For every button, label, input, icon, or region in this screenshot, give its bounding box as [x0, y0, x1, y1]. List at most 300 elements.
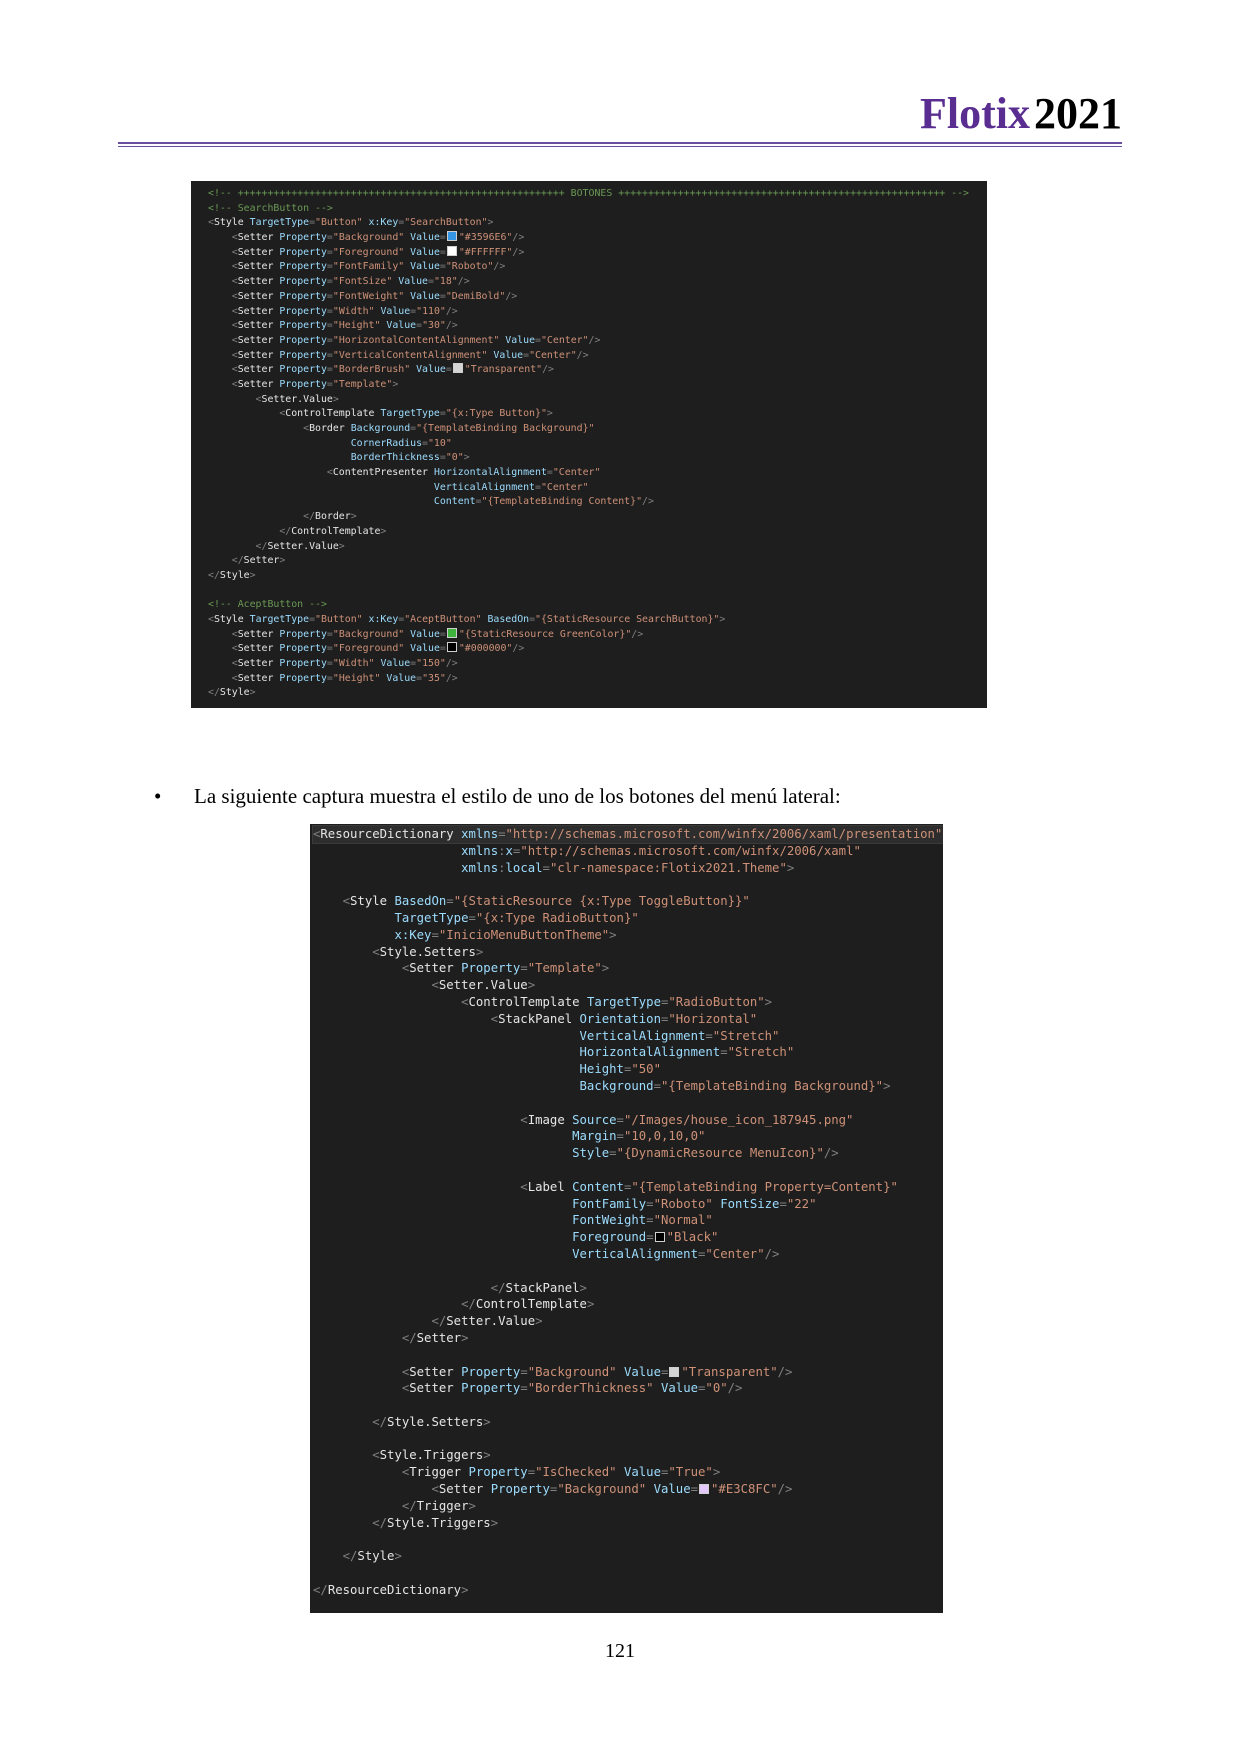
- code-token: Style: [357, 1549, 395, 1564]
- code-token: />: [727, 1381, 743, 1396]
- code-token: "Center": [705, 1246, 765, 1261]
- code-line: [313, 1145, 943, 1162]
- code-token: >: [279, 555, 286, 567]
- code-token: =: [326, 305, 333, 317]
- code-token: [208, 496, 434, 507]
- code-token: "Center": [540, 481, 589, 493]
- code-token: =: [431, 927, 439, 942]
- code-line: [208, 657, 987, 672]
- code-token: Trigger: [409, 1465, 469, 1480]
- code-token: =: [439, 452, 446, 464]
- code-token: =: [616, 1112, 624, 1127]
- code-token: Property: [490, 1482, 550, 1497]
- code-line: [313, 1364, 943, 1381]
- code-line: [208, 246, 987, 261]
- code-token: Setter: [237, 643, 280, 655]
- code-token: "Horizontal": [668, 1011, 758, 1026]
- code-line: [313, 1095, 943, 1112]
- code-token: Label: [527, 1179, 573, 1194]
- code-line: [208, 305, 987, 320]
- code-token: Style: [350, 894, 395, 909]
- code-token: =: [398, 217, 405, 229]
- code-token: <: [313, 1179, 528, 1194]
- code-token: "InicioMenuButtonTheme": [438, 927, 610, 942]
- code-line: [208, 437, 987, 452]
- code-token: "Center": [529, 349, 577, 361]
- code-token: "BorderBrush": [332, 364, 417, 376]
- code-line: [208, 554, 987, 569]
- code-line: [313, 1061, 943, 1078]
- code-token: >: [490, 1515, 499, 1530]
- code-token: =: [512, 843, 521, 858]
- code-token: "#3596E6": [458, 232, 513, 244]
- code-token: <: [208, 320, 238, 332]
- code-token: FontSize: [720, 1196, 780, 1211]
- code-token: StackPanel: [498, 1011, 580, 1026]
- code-token: />: [512, 246, 525, 258]
- code-line: [313, 960, 943, 977]
- code-token: />: [505, 290, 518, 302]
- code-token: Setter: [409, 1364, 462, 1379]
- code-line: [313, 1044, 943, 1061]
- code-token: Setter.Value: [267, 540, 339, 552]
- code-token: <: [208, 290, 238, 302]
- code-token: <: [208, 246, 238, 258]
- code-token: =: [527, 1465, 536, 1480]
- code-token: <: [208, 423, 310, 434]
- code-line: [208, 363, 987, 378]
- code-token: StackPanel: [505, 1280, 580, 1295]
- code-token: Setter: [237, 232, 280, 244]
- code-token: "#000000": [458, 643, 513, 655]
- code-token: =: [410, 423, 417, 434]
- code-token: >: [249, 687, 256, 699]
- running-header: [118, 88, 1122, 148]
- bullet-symbol: •: [154, 784, 162, 808]
- code-token: "Roboto": [445, 261, 494, 273]
- code-token: Setter: [237, 378, 280, 390]
- code-token: =: [661, 994, 669, 1009]
- code-token: Value: [410, 290, 440, 302]
- code-token: Setter: [243, 555, 280, 567]
- code-token: FontFamily: [572, 1196, 647, 1211]
- code-token: =: [661, 1465, 669, 1480]
- code-token: "Background": [557, 1482, 654, 1497]
- code-token: Property: [279, 349, 327, 361]
- code-line: [313, 1582, 943, 1599]
- code-token: Value: [660, 1381, 699, 1396]
- code-token: >: [461, 1330, 469, 1345]
- code-token: <: [313, 1448, 380, 1463]
- code-token: =: [609, 1146, 617, 1161]
- code-token: =: [326, 334, 333, 346]
- code-token: =: [520, 961, 528, 976]
- color-swatch: [669, 1367, 679, 1377]
- code-line: [208, 187, 987, 202]
- code-token: "Transparent": [464, 364, 543, 376]
- code-token: Value: [410, 628, 440, 640]
- code-token: </: [313, 1330, 417, 1345]
- code-token: "http://schemas.microsoft.com/winfx/2006/xaml/presentation": [505, 827, 943, 841]
- code-token: Property: [279, 276, 327, 288]
- code-token: >: [527, 978, 536, 993]
- code-token: "Width": [332, 305, 381, 317]
- code-token: <: [313, 978, 439, 993]
- code-token: "30": [422, 320, 446, 332]
- code-token: "{StaticResource {x:Type ToggleButton}}": [453, 894, 750, 909]
- code-token: Property: [279, 672, 327, 684]
- code-token: =: [398, 613, 405, 625]
- code-token: </: [313, 1314, 447, 1329]
- code-token: =: [698, 1381, 706, 1396]
- code-line: [208, 451, 987, 466]
- code-token: <: [313, 994, 469, 1009]
- code-line: [313, 1515, 943, 1532]
- code-token: "10": [427, 437, 452, 449]
- code-line: [208, 466, 987, 481]
- code-token: =: [309, 217, 316, 229]
- code-token: =: [326, 364, 333, 376]
- code-line: [208, 202, 987, 217]
- code-line: [208, 672, 987, 687]
- code-line: [208, 525, 987, 540]
- code-token: Property: [279, 658, 327, 669]
- code-token: <: [208, 467, 333, 479]
- code-token: CornerRadius: [350, 437, 423, 449]
- code-token: >: [764, 994, 773, 1009]
- code-token: <: [208, 261, 238, 273]
- code-token: Setter: [438, 1482, 491, 1497]
- code-token: <: [208, 658, 238, 669]
- code-line: [313, 1447, 943, 1464]
- code-token: >: [468, 1498, 476, 1513]
- code-line: [313, 1565, 943, 1582]
- code-token: "0": [705, 1381, 728, 1396]
- code-token: <: [313, 1011, 499, 1026]
- code-token: "Transparent": [681, 1364, 778, 1379]
- code-line: [313, 1498, 943, 1515]
- code-token: TargetType: [249, 217, 310, 229]
- code-token: TargetType: [380, 408, 440, 420]
- code-token: <: [313, 1482, 439, 1497]
- code-token: local: [505, 860, 543, 875]
- code-line: [313, 1330, 943, 1347]
- code-line: [313, 1548, 943, 1565]
- code-token: "{TemplateBinding Content}": [481, 496, 643, 508]
- header-year: 2021: [1034, 89, 1122, 138]
- code-token: =: [410, 658, 417, 669]
- code-token: Image: [527, 1112, 573, 1127]
- code-token: </: [208, 687, 220, 699]
- code-token: =: [326, 320, 333, 332]
- code-token: Style.Setters: [387, 1414, 484, 1429]
- code-token: ContentPresenter: [332, 467, 434, 479]
- code-token: =: [520, 1364, 528, 1379]
- code-token: Property: [279, 364, 327, 376]
- code-token: TargetType: [586, 994, 661, 1009]
- code-token: [208, 452, 351, 463]
- code-token: Background: [579, 1078, 654, 1093]
- code-token: "VerticalContentAlignment": [332, 349, 494, 361]
- code-token: <: [208, 232, 238, 244]
- code-token: >: [609, 927, 617, 942]
- code-line: [208, 393, 987, 408]
- code-token: [313, 1213, 572, 1227]
- code-token: Content: [433, 496, 476, 508]
- code-token: ControlTemplate: [468, 994, 587, 1009]
- code-token: >: [601, 961, 610, 976]
- code-token: "0": [445, 452, 464, 464]
- code-token: Value: [623, 1465, 661, 1480]
- code-line: [313, 1414, 943, 1431]
- bullet-paragraph: [154, 784, 1154, 809]
- code-token: =: [326, 261, 333, 273]
- code-line: [208, 628, 987, 643]
- code-token: [313, 861, 461, 875]
- code-token: Property: [461, 1364, 521, 1379]
- code-token: "True": [668, 1465, 713, 1480]
- code-token: [313, 1146, 572, 1160]
- code-token: <: [208, 613, 214, 625]
- code-token: x:Key: [368, 613, 399, 625]
- code-token: Style.Triggers: [387, 1515, 491, 1530]
- code-token: Value: [386, 320, 417, 332]
- code-token: "10,0,10,0": [623, 1129, 706, 1144]
- code-token: =: [660, 1011, 669, 1026]
- code-line: [313, 1347, 943, 1364]
- code-token: />: [823, 1146, 839, 1161]
- code-token: =: [720, 1045, 728, 1060]
- code-token: Setter: [237, 261, 280, 273]
- code-token: <: [208, 408, 286, 420]
- code-line: [208, 378, 987, 393]
- code-token: "DemiBold": [445, 290, 506, 302]
- code-token: VerticalAlignment: [433, 481, 535, 493]
- code-token: =: [653, 1078, 661, 1093]
- code-token: <: [313, 944, 380, 959]
- code-token: >: [483, 1448, 491, 1463]
- code-token: />: [576, 349, 589, 361]
- code-token: "Roboto": [653, 1196, 721, 1211]
- code-token: =: [439, 290, 446, 302]
- code-token: =: [326, 628, 333, 640]
- code-token: "Black": [666, 1230, 719, 1245]
- code-token: [313, 928, 394, 942]
- code-token: <: [208, 364, 238, 376]
- code-token: </: [313, 1515, 388, 1530]
- code-token: "Height": [332, 672, 387, 684]
- code-token: </: [208, 555, 244, 567]
- code-token: [313, 911, 394, 925]
- code-line: [208, 407, 987, 422]
- code-line: [313, 1313, 943, 1330]
- code-token: BorderThickness: [350, 452, 440, 464]
- code-line: [313, 1380, 943, 1397]
- color-swatch: [447, 628, 457, 638]
- code-token: TargetType: [249, 613, 310, 625]
- code-token: HorizontalAlignment: [433, 467, 547, 479]
- code-token: Value: [380, 658, 411, 669]
- code-token: Value: [410, 643, 440, 655]
- code-token: "{StaticResource SearchButton}": [535, 613, 720, 625]
- code-line: [313, 927, 943, 944]
- code-line: [313, 1162, 943, 1179]
- code-token: =: [498, 827, 506, 841]
- header-rule: [118, 142, 1122, 144]
- code-token: >: [475, 944, 484, 959]
- code-line: [313, 1229, 943, 1246]
- code-token: "Button": [315, 613, 369, 625]
- code-token: />: [512, 232, 525, 244]
- code-token: Style: [213, 613, 250, 625]
- code-token: "{StaticResource GreenColor}": [458, 628, 632, 640]
- code-token: />: [457, 276, 470, 288]
- code-token: >: [579, 1280, 587, 1295]
- code-token: <: [313, 1465, 410, 1480]
- code-token: =: [520, 1381, 528, 1396]
- code-token: >: [487, 217, 494, 229]
- code-line: [208, 334, 987, 349]
- code-line: [208, 231, 987, 246]
- code-token: </: [313, 1582, 328, 1597]
- code-token: =: [445, 364, 452, 376]
- code-line: [313, 1296, 943, 1313]
- code-token: =: [623, 1062, 632, 1077]
- code-line: [208, 275, 987, 290]
- code-token: "SearchButton": [404, 217, 488, 229]
- code-token: =: [416, 672, 423, 684]
- code-token: <: [208, 349, 238, 361]
- code-token: =: [326, 672, 333, 684]
- code-line: [313, 1179, 943, 1196]
- code-line: [313, 1397, 943, 1414]
- code-screenshot-menu-button: [310, 824, 943, 1613]
- code-token: <: [208, 628, 238, 640]
- code-token: =: [523, 349, 530, 361]
- code-token: >: [394, 1549, 402, 1564]
- code-token: "FontSize": [332, 276, 399, 288]
- code-token: "Center": [540, 334, 589, 346]
- code-token: "Height": [332, 320, 387, 332]
- code-line: [313, 843, 943, 860]
- code-token: <: [208, 378, 238, 390]
- code-token: =: [661, 1364, 669, 1379]
- code-token: ControlTemplate: [475, 1297, 587, 1312]
- color-swatch: [447, 642, 457, 652]
- code-token: />: [445, 320, 458, 332]
- code-token: =: [416, 320, 423, 332]
- code-token: TargetType: [394, 910, 469, 925]
- code-token: x: [505, 843, 513, 858]
- code-token: =: [428, 276, 434, 288]
- code-token: >: [546, 408, 553, 420]
- code-token: </: [313, 1297, 476, 1312]
- code-token: [208, 438, 351, 449]
- code-token: Background: [350, 423, 411, 434]
- code-token: =: [439, 408, 446, 420]
- code-token: </: [313, 1549, 358, 1564]
- code-token: =: [535, 334, 541, 346]
- code-token: Property: [279, 320, 327, 332]
- code-token: "BorderThickness": [527, 1381, 661, 1396]
- code-token: "AceptButton": [404, 613, 488, 625]
- code-token: >: [535, 1314, 543, 1329]
- code-token: "{DynamicResource MenuIcon}": [616, 1146, 824, 1161]
- code-token: Content: [572, 1179, 624, 1194]
- code-token: >: [719, 613, 726, 625]
- code-token: "35": [422, 672, 446, 684]
- code-token: "{TemplateBinding Background}": [660, 1078, 884, 1093]
- code-token: [313, 1029, 580, 1043]
- header-brand: Flotix: [920, 89, 1030, 138]
- code-token: <: [208, 305, 238, 317]
- code-token: Orientation: [579, 1011, 661, 1026]
- code-token: >: [249, 569, 256, 581]
- code-token: >: [483, 1414, 491, 1429]
- code-line: [313, 876, 943, 893]
- code-token: =: [326, 290, 333, 302]
- code-token: />: [445, 305, 458, 317]
- code-token: <: [313, 1364, 410, 1379]
- code-token: Border: [309, 423, 351, 434]
- code-line: [208, 584, 987, 599]
- code-token: Trigger: [416, 1498, 469, 1513]
- code-token: Property: [279, 305, 327, 317]
- code-token: "FontWeight": [332, 290, 411, 302]
- code-token: >: [392, 378, 399, 390]
- color-swatch: [655, 1232, 665, 1242]
- code-token: "50": [631, 1062, 661, 1077]
- code-token: =: [439, 643, 446, 655]
- code-token: Style: [219, 569, 250, 581]
- code-token: =: [697, 1246, 706, 1261]
- code-token: Setter.Value: [446, 1314, 536, 1329]
- code-token: />: [542, 364, 554, 376]
- code-token: [313, 1079, 580, 1093]
- code-token: <: [313, 894, 351, 909]
- code-token: Value: [386, 672, 417, 684]
- code-token: Setter.Value: [261, 393, 333, 405]
- code-token: Property: [279, 261, 327, 273]
- code-line: [208, 686, 987, 701]
- code-token: </: [313, 1280, 506, 1295]
- code-token: VerticalAlignment: [579, 1028, 706, 1043]
- code-token: VerticalAlignment: [572, 1246, 698, 1261]
- code-token: =: [439, 246, 446, 258]
- code-line: [313, 910, 943, 927]
- code-token: Value: [493, 349, 524, 361]
- code-token: </: [208, 525, 292, 537]
- code-line: [313, 860, 943, 877]
- code-line: [208, 495, 987, 510]
- code-token: <: [313, 827, 321, 841]
- code-line: [313, 1531, 943, 1548]
- code-token: Border: [315, 511, 351, 523]
- code-token: Value: [398, 276, 429, 288]
- code-line: [313, 826, 943, 843]
- code-token: "Background": [332, 628, 411, 640]
- code-token: =: [529, 613, 536, 625]
- code-token: =: [705, 1028, 713, 1043]
- code-token: Property: [279, 290, 327, 302]
- page-number: 121: [605, 1640, 635, 1662]
- code-token: [313, 1062, 580, 1076]
- code-token: Style: [572, 1146, 610, 1161]
- code-token: "Button": [315, 217, 369, 229]
- code-line: [313, 977, 943, 994]
- code-token: >: [350, 511, 357, 523]
- code-token: HorizontalAlignment: [579, 1045, 721, 1060]
